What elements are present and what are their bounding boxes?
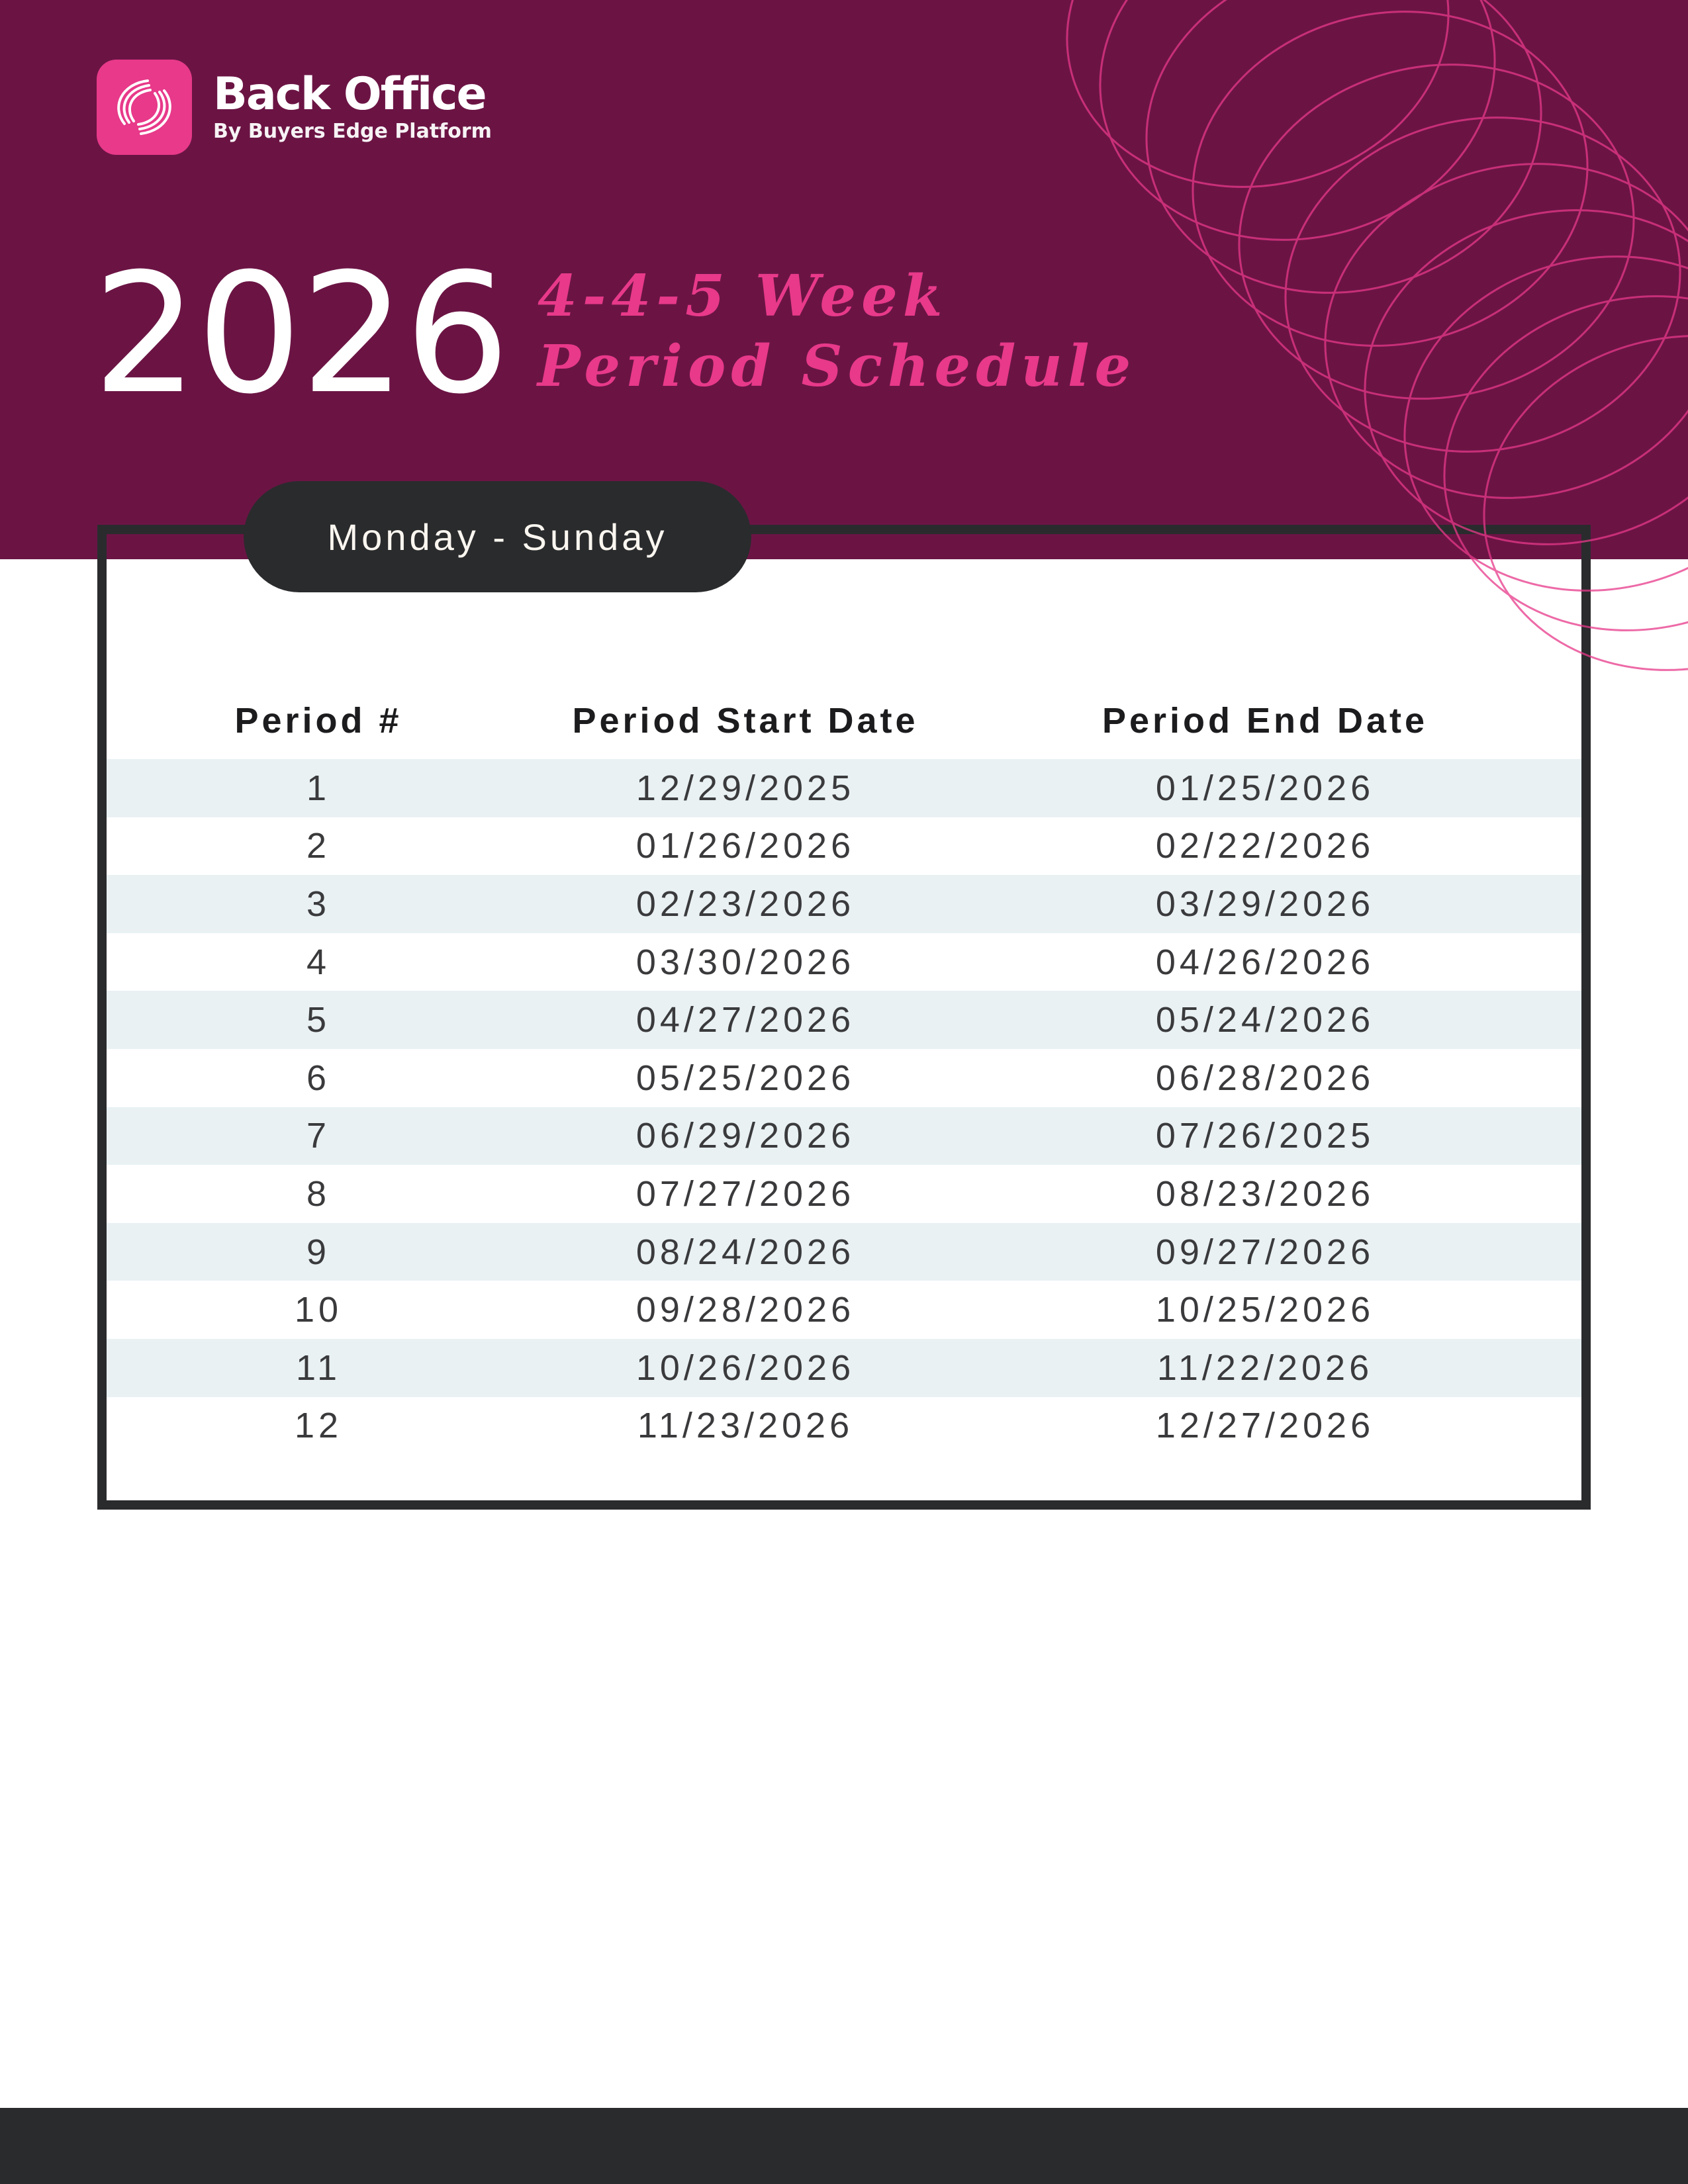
- table-row: [107, 1281, 1581, 1339]
- week-range-badge: Monday - Sunday: [244, 481, 751, 592]
- table-row: [107, 759, 1581, 817]
- table-row: [107, 1049, 1581, 1107]
- period-start-date: 04/27/2026: [635, 1000, 855, 1040]
- period-end-date: 04/26/2026: [1155, 942, 1375, 982]
- period-end-date: 06/28/2026: [1155, 1058, 1375, 1098]
- period-number: 11: [295, 1347, 342, 1388]
- period-number: 5: [306, 1000, 331, 1040]
- period-number: 3: [306, 884, 331, 924]
- period-end-date: 12/27/2026: [1155, 1406, 1375, 1446]
- table-row: [107, 1223, 1581, 1281]
- period-start-date: 07/27/2026: [635, 1173, 855, 1214]
- table-row: [107, 817, 1581, 876]
- subtitle-line-1: 4-4-5 Week: [538, 263, 948, 330]
- period-end-date: 08/23/2026: [1155, 1173, 1375, 1214]
- table-row: [107, 1165, 1581, 1223]
- period-number: 9: [306, 1232, 331, 1272]
- period-start-date: 02/23/2026: [635, 884, 855, 924]
- table-row: [107, 933, 1581, 991]
- column-header-end-date: Period End Date: [1102, 700, 1429, 741]
- period-start-date: 11/23/2026: [637, 1406, 854, 1446]
- period-end-date: 11/22/2026: [1156, 1347, 1374, 1388]
- column-header-start-date: Period Start Date: [572, 700, 919, 741]
- table-row: [107, 875, 1581, 933]
- period-end-date: 03/29/2026: [1155, 884, 1375, 924]
- period-start-date: 10/26/2026: [635, 1347, 855, 1388]
- period-number: 7: [306, 1116, 331, 1156]
- period-number: 4: [306, 942, 331, 982]
- page-subtitle: [538, 261, 1136, 402]
- table-row: [107, 1397, 1581, 1455]
- period-end-date: 10/25/2026: [1155, 1290, 1375, 1330]
- period-number: 6: [306, 1058, 331, 1098]
- brand-logo: [97, 60, 492, 155]
- table-header: [107, 682, 1581, 759]
- period-number: 12: [294, 1406, 343, 1446]
- subtitle-line-2: Period Schedule: [538, 333, 1137, 400]
- period-start-date: 09/28/2026: [635, 1290, 855, 1330]
- period-end-date: 01/25/2026: [1155, 768, 1375, 808]
- period-end-date: 07/26/2025: [1155, 1116, 1375, 1156]
- table-row: [107, 1339, 1581, 1397]
- period-start-date: 06/29/2026: [635, 1116, 855, 1156]
- period-number: 2: [306, 826, 331, 866]
- footer-bar: [0, 2108, 1688, 2184]
- page-title-year: 2026: [93, 238, 509, 430]
- period-end-date: 02/22/2026: [1155, 826, 1375, 866]
- column-header-period: Period #: [234, 700, 402, 741]
- period-start-date: 08/24/2026: [635, 1232, 855, 1272]
- period-start-date: 05/25/2026: [635, 1058, 855, 1098]
- table-row: [107, 991, 1581, 1049]
- period-number: 8: [306, 1173, 331, 1214]
- period-number: 10: [294, 1290, 343, 1330]
- period-end-date: 09/27/2026: [1155, 1232, 1375, 1272]
- table-row: [107, 1107, 1581, 1165]
- period-start-date: 03/30/2026: [635, 942, 855, 982]
- period-schedule-table: [107, 682, 1581, 1455]
- brand-name: Back Office: [213, 68, 486, 120]
- brand-tagline: By Buyers Edge Platform: [213, 120, 492, 143]
- period-start-date: 12/29/2025: [635, 768, 855, 808]
- period-start-date: 01/26/2026: [635, 826, 855, 866]
- period-end-date: 05/24/2026: [1155, 1000, 1375, 1040]
- swirl-logo-icon: [97, 60, 192, 155]
- period-number: 1: [306, 768, 331, 808]
